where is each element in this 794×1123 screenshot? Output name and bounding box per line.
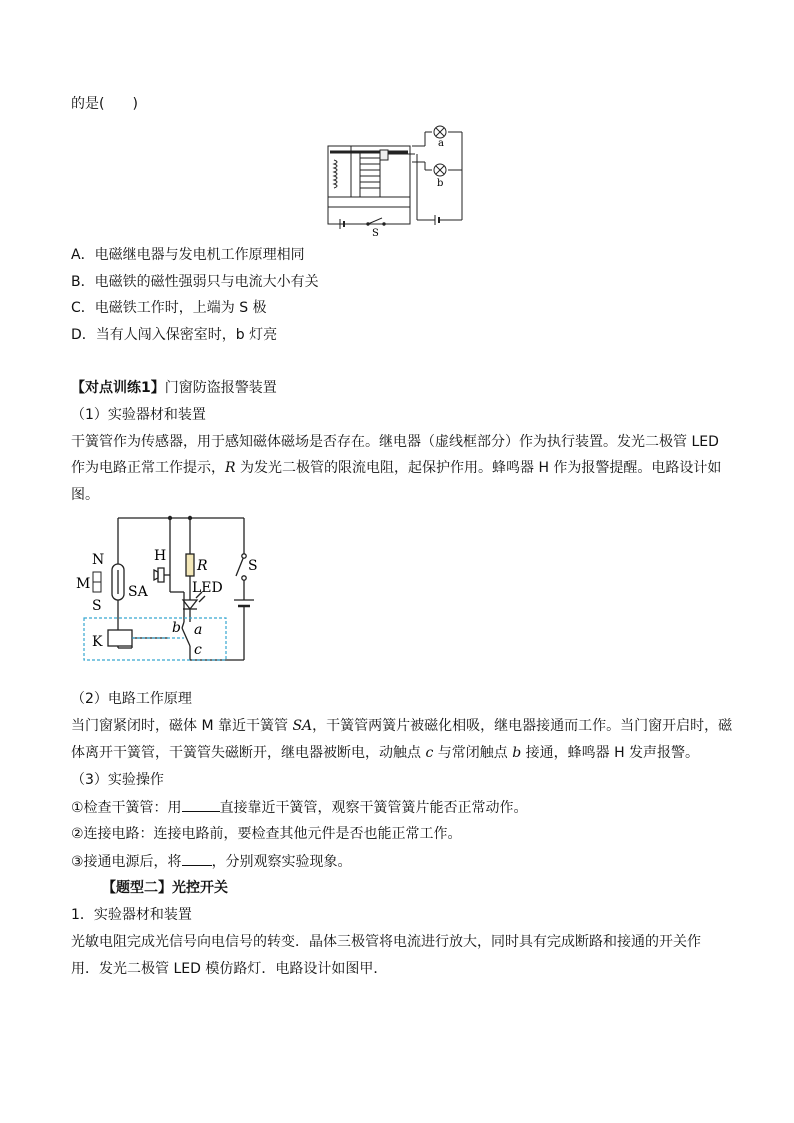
label-SA: SA: [128, 584, 148, 600]
section1-line1: 干簧管作为传感器，用于感知磁体磁场是否存在。继电器（虚线框部分）作为执行装置。发光二极管 LED: [71, 434, 719, 450]
type2-heading: 1．实验器材和装置: [71, 907, 192, 923]
step2: ②连接电路：连接电路前，要检查其他元件是否也能正常工作。: [71, 826, 462, 842]
alarm-circuit-figure: [72, 510, 282, 670]
training-title-bracket: 【对点训练1】: [71, 380, 165, 396]
section1-heading: （1）实验器材和装置: [71, 407, 206, 423]
label-N: N: [92, 552, 105, 568]
type2-title: 【题型二】光控开关: [102, 880, 228, 896]
step1-blank[interactable]: [182, 797, 220, 812]
label-K: K: [92, 634, 103, 650]
training-title-text: 门窗防盗报警装置: [164, 380, 277, 396]
section2-line2: 体离开干簧管，干簧管失磁断开，继电器被断电，动触点 c 与常闭触点 b 接通，蜂鸣器 H 发声报警。: [71, 745, 700, 761]
label-a: a: [194, 622, 203, 638]
relay-circuit-figure: [320, 124, 470, 236]
label-LED: LED: [192, 580, 223, 596]
label-b: b: [172, 620, 181, 636]
relay-label-s: S: [372, 228, 379, 236]
label-M: M: [76, 576, 91, 592]
type2-line2: 用．发光二极管 LED 模仿路灯．电路设计如图甲．: [71, 961, 388, 977]
step1: ①检查干簧管：用 直接靠近干簧管，观察干簧管簧片能否正常动作。: [71, 797, 528, 818]
section2-heading: （2）电路工作原理: [71, 691, 192, 707]
section2-line1: 当门窗紧闭时，磁体 M 靠近干簧管 SA，干簧管两簧片被磁化相吸，继电器接通而工作。当门窗开启时，磁: [71, 718, 733, 734]
training-title: [71, 378, 277, 398]
question-stem-tail: 的是( ): [71, 96, 138, 112]
option-a: A．电磁继电器与发电机工作原理相同: [71, 247, 305, 263]
option-b: B．电磁铁的磁性强弱只与电流大小有关: [71, 274, 319, 290]
relay-label-a: a: [438, 138, 444, 149]
option-d: D．当有人闯入保密室时，b 灯亮: [71, 327, 278, 343]
step3-blank[interactable]: [182, 851, 212, 866]
label-R: R: [197, 558, 208, 574]
label-S-switch: S: [248, 558, 258, 574]
type2-line1: 光敏电阻完成光信号向电信号的转变．晶体三极管将电流进行放大，同时具有完成断路和接通的开关作: [71, 934, 701, 950]
section3-heading: （3）实验操作: [71, 772, 164, 788]
relay-label-b: b: [437, 178, 444, 189]
section1-line2: 作为电路正常工作提示，R 为发光二极管的限流电阻，起保护作用。蜂鸣器 H 作为报警提醒。电路设计如: [71, 460, 722, 476]
label-H: H: [154, 548, 167, 564]
label-S-magnet: S: [92, 598, 102, 614]
step3: ③接通电源后，将 ，分别观察实验现象。: [71, 851, 352, 872]
section1-line3: 图。: [71, 487, 99, 503]
label-c: c: [194, 642, 202, 658]
option-c: C．电磁铁工作时，上端为 S 极: [71, 300, 267, 316]
